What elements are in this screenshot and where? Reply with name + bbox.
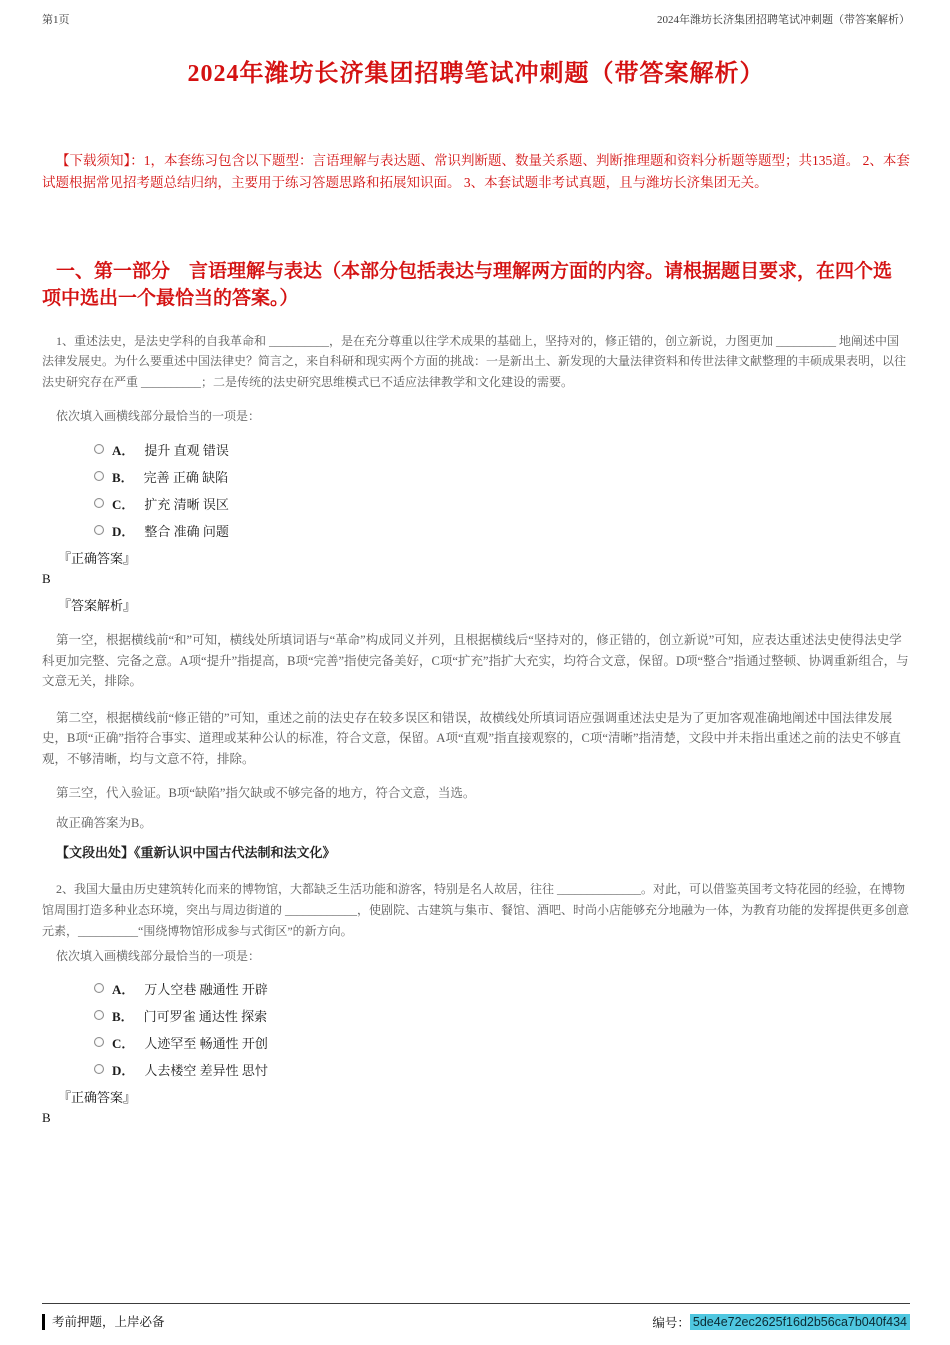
radio-button-icon[interactable]	[94, 1010, 104, 1020]
header-doc-title: 2024年潍坊长济集团招聘笔试冲刺题（带答案解析）	[657, 14, 910, 26]
option-row-c	[94, 1033, 910, 1051]
option-letter: C．	[112, 496, 135, 512]
option-letter: A．	[112, 442, 135, 458]
option-row-a	[94, 979, 910, 997]
option-text: 完善 正确 缺陷	[143, 469, 229, 485]
doc-code: 5de4e72ec2625f16d2b56ca7b040f434	[690, 1314, 910, 1330]
footer-slogan: 考前押题，上岸必备	[42, 1314, 165, 1330]
option-text: 人去楼空 差异性 思忖	[144, 1062, 268, 1078]
section-heading: 一、第一部分 言语理解与表达（本部分包括表达与理解两方面的内容。请根据题目要求，在四个选项中选出一个最恰当的答案。）	[42, 260, 893, 309]
question-2	[42, 861, 910, 1126]
option-letter: B．	[112, 1008, 134, 1024]
analysis-paragraph: 故正确答案为B。	[56, 816, 152, 831]
option-row-b	[94, 1006, 910, 1024]
option-letter: D．	[112, 1062, 135, 1078]
radio-button-icon[interactable]	[94, 525, 104, 535]
question-stem: 2、我国大量由历史建筑转化而来的博物馆，大都缺乏生活功能和游客，特别是名人故居，往往 ______________。对此，可以借鉴英国考文特花园的经验，在博物馆周围打造多种业态环境，突出与周边街道的 ____________，使剧院、古建筑与集市、餐馆、酒吧、时尚小店能够充分地融为一体，为教育功能的发挥提供更多创意元素，__________“围绕博物馆形成参与式街区”的新方向。	[42, 882, 910, 938]
option-text: 人迹罕至 畅通性 开创	[144, 1035, 268, 1051]
fill-blank-prompt: 依次填入画横线部分最恰当的一项是：	[56, 949, 261, 964]
radio-button-icon[interactable]	[94, 983, 104, 993]
analysis-paragraph: 第二空，根据横线前“修正错的”可知，重述之前的法史存在较多误区和错误，故横线处所填词语应强调重述法史是为了更加客观准确地阐述中国法律发展史，B项“正确”指符合事实、道理或某种公认的标准，符合文意，保留。A项“直观”指直接观察的，C项“清晰”指清楚，文段中并未指出重述之前的法史不够直观，不够清晰，均与文意不符，排除。	[42, 711, 901, 766]
option-letter: D．	[112, 523, 135, 539]
options-list	[42, 440, 910, 539]
radio-button-icon[interactable]	[94, 1037, 104, 1047]
option-letter: C．	[112, 1035, 135, 1051]
footer-code-block	[652, 1313, 910, 1331]
option-text: 万人空巷 融通性 开辟	[144, 981, 268, 997]
source-line: 【文段出处】《重新认识中国古代法制和法文化》	[56, 845, 336, 861]
radio-button-icon[interactable]	[94, 498, 104, 508]
correct-answer-label: 『正确答案』	[58, 551, 137, 567]
correct-answer-value: B	[42, 571, 51, 587]
download-notice: 【下载须知】：1，本套练习包含以下题型：言语理解与表达题、常识判断题、数量关系题、判断推理题和资料分析题等题型；共135道。 2、本套试题根据常见招考题总结归纳，主要用于练习答题思路和拓展知识面。 3、本套试题非考试真题，且与潍坊长济集团无关。	[42, 153, 910, 191]
options-list	[42, 979, 910, 1078]
page-footer	[42, 1303, 910, 1331]
correct-answer-value: B	[42, 1110, 51, 1125]
radio-button-icon[interactable]	[94, 471, 104, 481]
option-letter: B．	[112, 469, 134, 485]
fill-blank-prompt: 依次填入画横线部分最恰当的一项是：	[56, 408, 261, 423]
correct-answer-label: 『正确答案』	[58, 1090, 137, 1105]
page-header	[42, 14, 910, 27]
option-row-c	[94, 494, 910, 512]
option-row-a	[94, 440, 910, 458]
question-stem: 1、重述法史，是法史学科的自我革命和 __________，是在充分尊重以往学术成果的基础上，坚持对的，修正错的，创立新说，力图更加 __________ 地阐述中国法律发展史。为什么要重述中国法律史？简言之，来自科研和现实两个方面的挑战：一是新出土、新发现的大量法律资料和传世法律文献整理的丰硕成果表明，以往法史研究存在严重 __________；二是传统的法史研究思维模式已不适应法律教学和文化建设的需要。	[42, 333, 907, 389]
analysis-label: 『答案解析』	[58, 598, 137, 614]
question-1	[42, 313, 910, 862]
document-title: 2024年潍坊长济集团招聘笔试冲刺题（带答案解析）	[187, 61, 765, 88]
option-text: 整合 准确 问题	[144, 523, 229, 539]
option-row-d	[94, 521, 910, 539]
doc-code-label: 编号：	[652, 1316, 690, 1330]
option-row-b	[94, 467, 910, 485]
option-letter: A．	[112, 981, 135, 997]
analysis-paragraph: 第三空，代入验证。B项“缺陷”指欠缺或不够完备的地方，符合文意，当选。	[56, 785, 476, 800]
radio-button-icon[interactable]	[94, 444, 104, 454]
header-page-number: 第1页	[42, 14, 70, 26]
option-row-d	[94, 1060, 910, 1078]
option-text: 扩充 清晰 误区	[144, 496, 229, 512]
analysis-paragraph: 第一空，根据横线前“和”可知，横线处所填词语与“革命”构成同义并列，且根据横线后“坚持对的，修正错的，创立新说”可知，应表达重述法史使得法史学科更加完整、完备之意。A项“提升”指提高，B项“完善”指使完备美好，C项“扩充”指扩大充实，均符合文意，保留。D项“整合”指通过整顿、协调重新组合，与文意无关，排除。	[42, 633, 909, 688]
option-text: 门可罗雀 通达性 探索	[143, 1008, 268, 1024]
option-text: 提升 直观 错误	[144, 442, 229, 458]
radio-button-icon[interactable]	[94, 1064, 104, 1074]
